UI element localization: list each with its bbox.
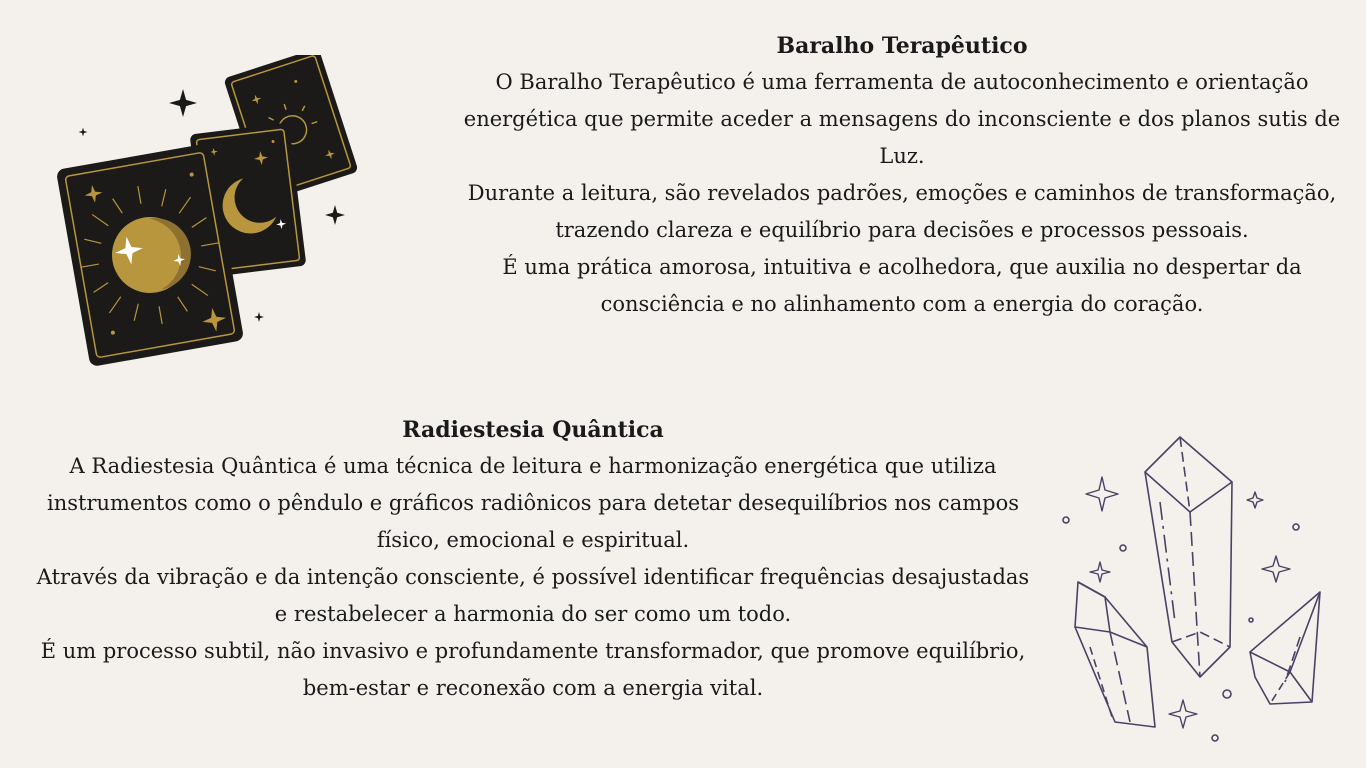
tarot-cards-illustration [55,55,365,375]
radiestesia-paragraph-3: É um processo subtil, não invasivo e profundamente transformador, que promove equilíbrio, bem-estar e reconexão com a energia vital. [40,639,1026,700]
tarot-section [462,28,1342,323]
radiestesia-title: Radiestesia Quântica [402,417,664,443]
crystals-icon [1050,432,1340,752]
radiestesia-paragraph-1: A Radiestesia Quântica é uma técnica de leitura e harmonização energética que utiliza instrumentos como o pêndulo e gráficos radiônicos para detetar desequilíbrios nos campos físico, emocional e espiritual. [47,454,1019,552]
radiestesia-section [30,412,1036,707]
radiestesia-paragraph-2: Através da vibração e da intenção consciente, é possível identificar frequências desajustadas e restabelecer a harmonia do ser como um todo. [36,565,1030,626]
tarot-cards-icon [55,55,365,375]
tarot-paragraph-1: O Baralho Terapêutico é uma ferramenta de autoconhecimento e orientação energética que permite aceder a mensagens do inconsciente e dos planos sutis de Luz. [463,70,1341,168]
tarot-title: Baralho Terapêutico [776,33,1028,59]
tarot-paragraph-3: É uma prática amorosa, intuitiva e acolhedora, que auxilia no despertar da consciência e no alinhamento com a energia do coração. [502,255,1302,316]
crystals-illustration [1050,432,1340,752]
tarot-paragraph-2: Durante a leitura, são revelados padrões, emoções e caminhos de transformação, trazendo clareza e equilíbrio para decisões e processos pessoais. [467,181,1337,242]
